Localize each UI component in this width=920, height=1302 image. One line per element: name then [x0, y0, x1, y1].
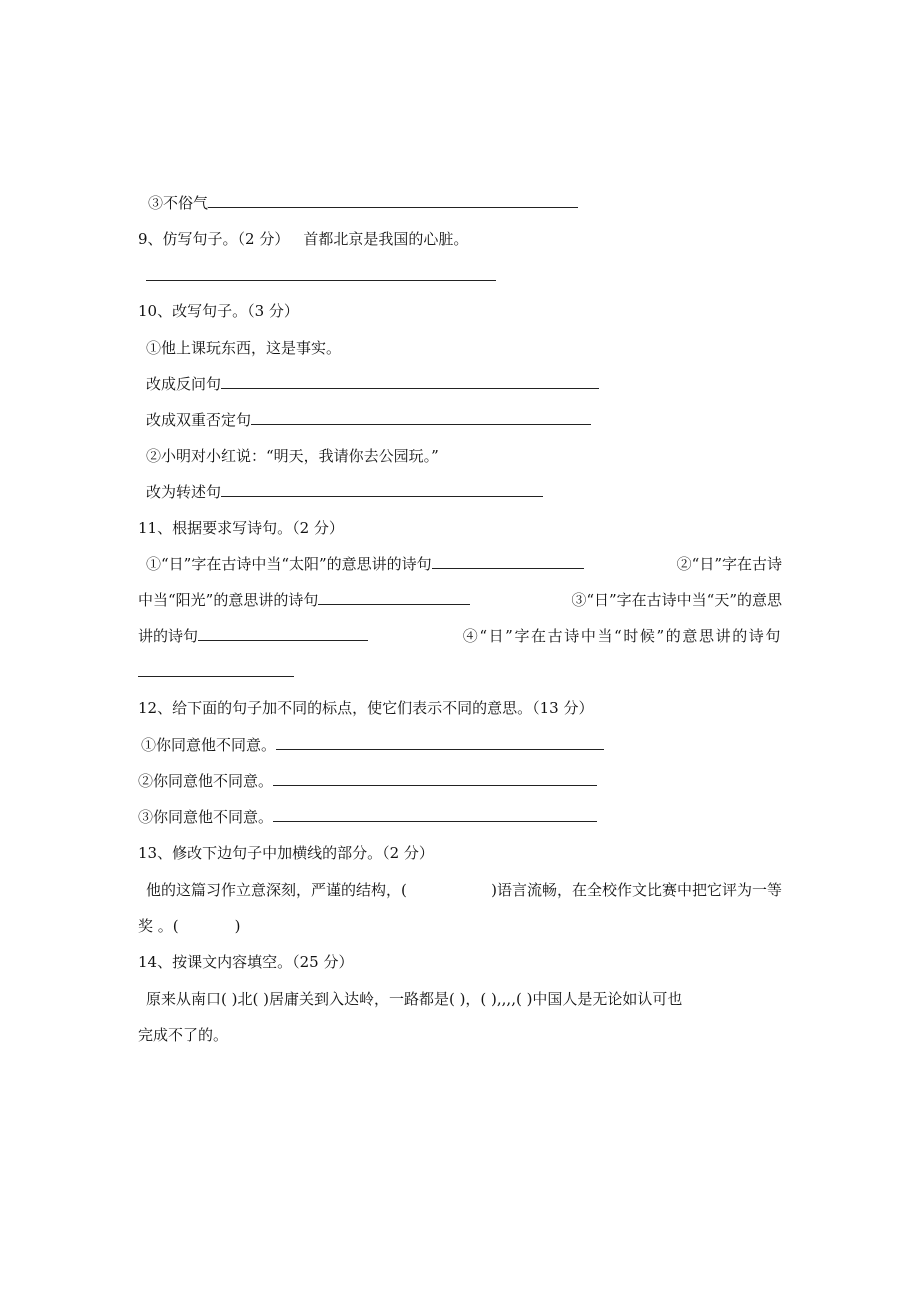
q12-title: 12、给下面的句子加不同的标点，使它们表示不同的意思。（13 分）	[138, 699, 594, 717]
q12-item2-blank[interactable]	[273, 771, 597, 786]
q8-item3-line	[148, 193, 578, 213]
q11-answer2-blank[interactable]	[318, 590, 470, 605]
q13-sentence-part3: 奖 。(	[138, 917, 179, 935]
q11-title: 11、根据要求写诗句。（2 分）	[138, 519, 344, 537]
q8-item3-answer-blank[interactable]	[208, 193, 578, 208]
q13-sentence-line1	[146, 880, 782, 900]
q10-s2-indirect-blank[interactable]	[221, 482, 543, 497]
q10-s1-rhetorical-line	[146, 374, 599, 394]
q12-item3: ③你同意他不同意。	[138, 808, 274, 826]
q10-sentence2: ②小明对小红说：“明天，我请你去公园玩。”	[146, 447, 439, 465]
q12-item1-blank[interactable]	[276, 735, 604, 750]
q10-s2-indirect-line	[146, 482, 543, 502]
q11-prompt2-part1: ②“日”字在古诗	[676, 555, 782, 573]
q12-item2-line	[138, 771, 597, 791]
q11-row3	[138, 626, 782, 646]
q11-row1	[146, 554, 782, 574]
q14-passage-line2: 完成不了的。	[138, 1026, 229, 1044]
q11-prompt3-part1: ③“日”字在古诗中当“天”的意思	[571, 591, 782, 609]
q12-item3-blank[interactable]	[273, 807, 597, 822]
q10-s2-indirect-label: 改为转述句	[146, 483, 222, 501]
q11-prompt4: ④“日”字在古诗中当“时候”的意思讲的诗句	[462, 627, 782, 645]
q11-answer4-blank[interactable]	[138, 662, 294, 677]
q9-title-line	[138, 229, 468, 249]
q13-title: 13、修改下边句子中加横线的部分。（2 分）	[138, 844, 434, 862]
q9-answer-blank[interactable]	[146, 266, 496, 281]
q11-row4	[138, 662, 294, 682]
q10-s1-rhetorical-label: 改成反问句	[146, 375, 222, 393]
q13-correction1-blank[interactable]	[424, 880, 474, 900]
q10-s1-rhetorical-blank[interactable]	[221, 374, 599, 389]
q11-answer1-blank[interactable]	[432, 554, 584, 569]
q11-prompt3-part2: 讲的诗句	[138, 627, 199, 645]
q11-prompt1: ①“日”字在古诗中当“太阳”的意思讲的诗句	[146, 555, 432, 573]
q9-example-sentence: 首都北京是我国的心脏。	[303, 230, 469, 248]
q10-title: 10、改写句子。（3 分）	[138, 302, 299, 320]
q12-item2: ②你同意他不同意。	[138, 772, 274, 790]
q13-sentence-part2: )语言流畅，在全校作文比赛中把它评为一等	[491, 881, 782, 899]
q10-s1-double-negative-blank[interactable]	[251, 410, 591, 425]
q10-s1-double-negative-line	[146, 410, 591, 430]
q9-title: 9、仿写句子。（2 分）	[138, 230, 290, 248]
q12-item1: ①你同意他不同意。	[141, 736, 277, 754]
q13-sentence-line2	[138, 916, 240, 936]
q14-passage-line1: 原来从南口( )北( )居庸关到入达岭，一路都是( )，( ),,,,( )中国人是无论如认可也	[146, 990, 683, 1008]
q11-row2	[138, 590, 782, 610]
q11-answer3-blank[interactable]	[198, 626, 368, 641]
q10-sentence1: ①他上课玩东西，这是事实。	[146, 339, 342, 357]
q8-item3-label: ③不俗气	[148, 194, 209, 212]
q10-s1-double-negative-label: 改成双重否定句	[146, 411, 252, 429]
q14-title: 14、按课文内容填空。（25 分）	[138, 953, 354, 971]
q12-item1-line	[141, 735, 604, 755]
q13-sentence-part1: 他的这篇习作立意深刻，严谨的结构，(	[146, 881, 407, 899]
q9-answer-line	[146, 266, 496, 286]
q13-sentence-part4: )	[234, 917, 241, 935]
q11-prompt2-part2: 中当“阳光”的意思讲的诗句	[138, 591, 319, 609]
q12-item3-line	[138, 807, 597, 827]
